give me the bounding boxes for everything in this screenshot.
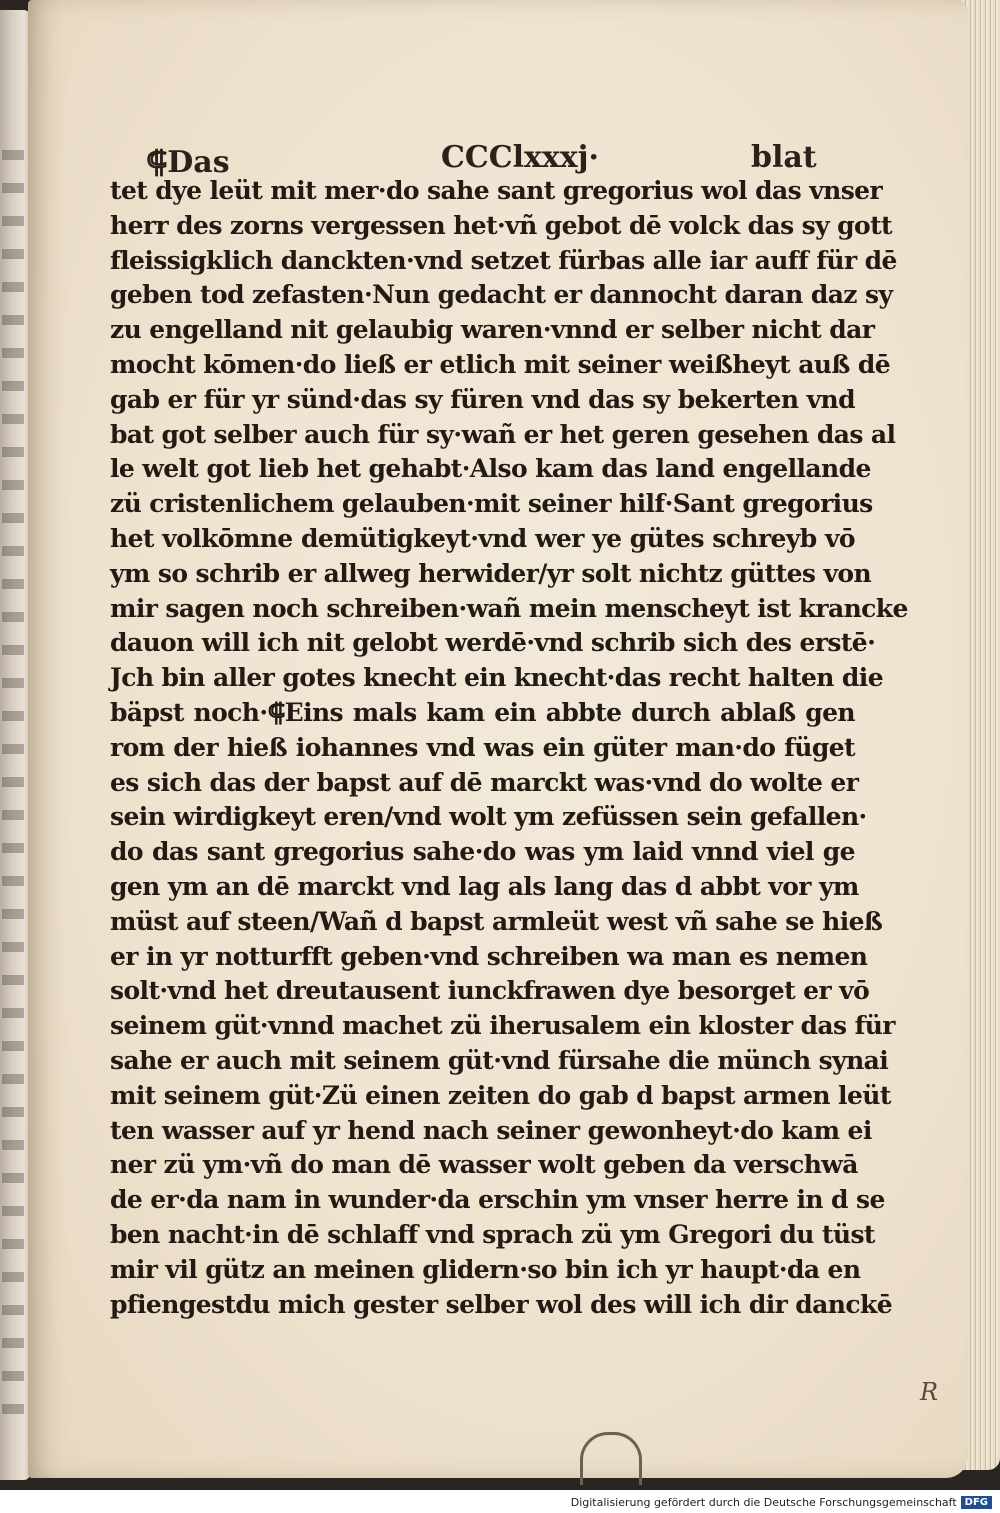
text-line: ben nacht·in dē schlaff vnd sprach zü ym Gregori du tüst	[110, 1219, 875, 1249]
text-line: mit seinem güt·Zü einen zeiten do gab d bapst armen leüt	[110, 1080, 891, 1110]
body-text	[110, 174, 908, 1322]
text-line: zü cristenlichem gelauben·mit seiner hilf·Sant gregorius	[110, 489, 873, 519]
dfg-logo: DFG	[961, 1496, 992, 1509]
text-line: mocht kōmen·do ließ er etlich mit seiner weißheyt auß dē	[110, 349, 891, 379]
page-clip	[580, 1432, 642, 1485]
text-line: tet dye leüt mit mer·do sahe sant gregorius wol das vnser	[110, 176, 883, 205]
text-line: sahe er auch mit seinem güt·vnd fürsahe die münch synai	[110, 1045, 889, 1075]
text-line: seinem güt·vnnd machet zü iherusalem ein kloster das für	[110, 1011, 895, 1041]
text-line: dauon will ich nit gelobt werdē·vnd schrib sich des erstē·	[110, 628, 876, 658]
text-line: es sich das der bapst auf dē marckt was·vnd do wolte er	[110, 767, 859, 797]
facing-page	[0, 10, 30, 1480]
text-line: gen ym an dē marckt vnd lag als lang das d abbt vor ym	[110, 871, 859, 901]
text-line: do das sant gregorius sahe·do was ym laid vnnd viel ge	[110, 837, 855, 867]
header-catchword: ⸿Das	[146, 145, 230, 180]
book-page	[28, 0, 968, 1478]
text-line: ym so schrib er allweg herwider/yr solt nichtz güttes von	[110, 558, 872, 588]
text-line: Jch bin aller gotes knecht ein knecht·das recht halten die	[110, 663, 884, 693]
text-line: bat got selber auch für sy·wañ er het geren gesehen das al	[110, 419, 896, 449]
text-line: müst auf steen/Wañ d bapst armleüt west vñ sahe se hieß	[110, 906, 883, 936]
text-line: le welt got lieb het gehabt·Also kam das land engellande	[110, 454, 871, 484]
margin-annotation: R	[920, 1378, 939, 1406]
funding-footer	[571, 1495, 992, 1509]
text-line: zu engelland nit gelaubig waren·vnnd er selber nicht dar	[110, 315, 875, 345]
text-line: mir sagen noch schreiben·wañ mein menscheyt ist krancke	[110, 593, 908, 623]
text-line: solt·vnd het dreutausent iunckfrawen dye besorget er vō	[110, 976, 870, 1006]
text-line: de er·da nam in wunder·da erschin ym vnser herre in d se	[110, 1185, 885, 1215]
funding-text: Digitalisierung gefördert durch die Deutsche Forschungsgemeinschaft	[570, 1495, 957, 1509]
text-line: rom der hieß iohannes vnd was ein güter man·do füget	[110, 732, 855, 762]
text-line: pfiengestdu mich gester selber wol des will ich dir danckē	[110, 1289, 892, 1319]
text-line: het volkōmne demütigkeyt·vnd wer ye gütes schreyb vō	[110, 523, 855, 553]
text-line: ner zü ym·vñ do man dē wasser wolt geben da verschwā	[110, 1150, 858, 1180]
text-line: ten wasser auf yr hend nach seiner gewonheyt·do kam ei	[110, 1115, 872, 1145]
header-blat: blat	[751, 140, 817, 175]
text-line: herr des zorns vergessen het·vñ gebot dē volck das sy gott	[110, 210, 892, 240]
text-line: geben tod zefasten·Nun gedacht er dannocht daran daz sy	[110, 280, 893, 310]
text-line: gab er für yr sünd·das sy füren vnd das sy bekerten vnd	[110, 384, 855, 414]
text-line: mir vil gütz an meinen glidern·so bin ich yr haupt·da en	[110, 1254, 861, 1284]
text-line: bäpst noch·⸿Eins mals kam ein abbte durch ablaß gen	[110, 697, 855, 727]
text-line: sein wirdigkeyt eren/vnd wolt ym zefüssen sein gefallen·	[110, 802, 867, 832]
folio-number: CCClxxxj·	[441, 140, 599, 175]
facing-page-text	[2, 150, 24, 1430]
text-line: fleissigklich danckten·vnd setzet fürbas alle iar auff für dē	[110, 245, 897, 275]
text-line: er in yr notturfft geben·vnd schreiben wa man es nemen	[110, 941, 868, 971]
